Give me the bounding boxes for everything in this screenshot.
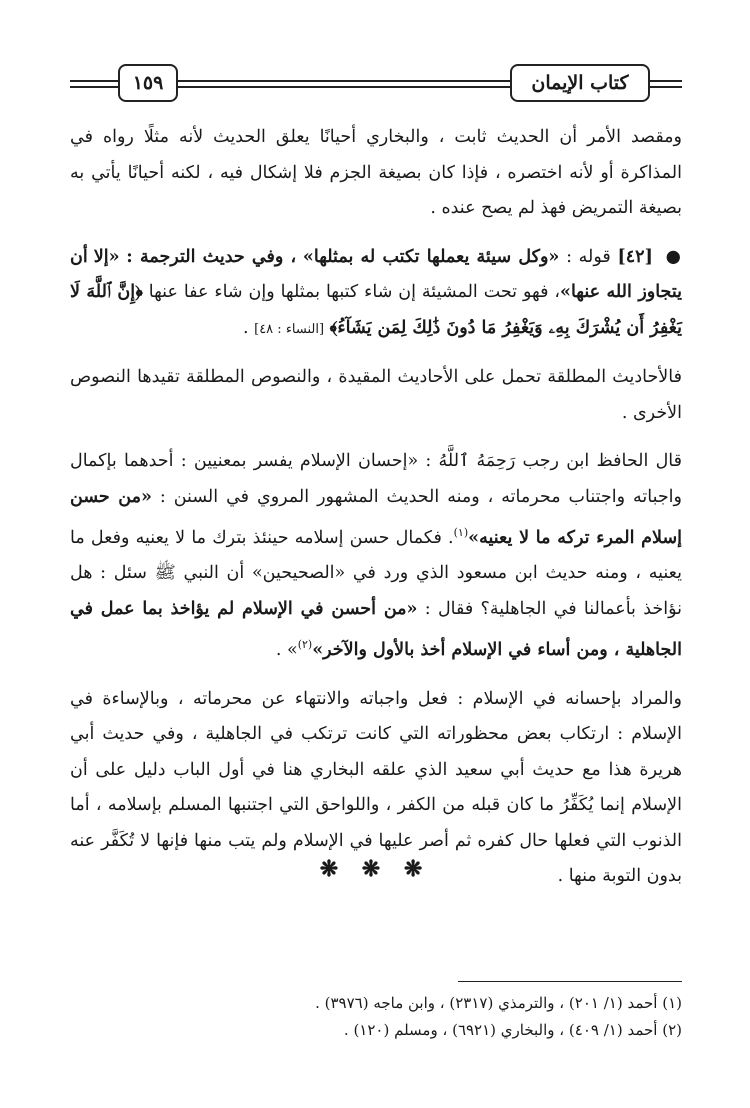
hadith-number: [٤٢] xyxy=(617,246,653,267)
section-divider-ornament: ❋ ❋ ❋ xyxy=(319,856,431,882)
paragraph-2-lead: قوله : xyxy=(566,246,611,267)
book-title: كتاب الإيمان xyxy=(510,64,650,102)
paragraph-4-end: » . xyxy=(275,640,298,661)
footnotes xyxy=(70,990,682,1044)
paragraph-2 xyxy=(70,240,682,348)
paragraph-3: فالأحاديث المطلقة تحمل على الأحاديث المقيدة ، والنصوص المطلقة تقيدها النصوص الأخرى . xyxy=(70,367,682,423)
footnote-marker-2: (٢) xyxy=(297,638,313,652)
footnote-marker-1: (١) xyxy=(453,526,469,539)
paragraph-4-lead: قال الحافظ ابن رجب رَحِمَهُ ٱللَّهُ : «إحسان الإسلام يفسر بمعنيين : أحدهما بإكمال واجباته واجتناب محرماته ، ومنه الحديث المشهور المروي في السنن : xyxy=(70,451,682,507)
paragraph-2-end: . xyxy=(242,317,249,338)
footnote-2: (٢) أحمد (١/ ٤٠٩) ، والبخاري (٦٩٢١) ، ومسلم (١٢٠) . xyxy=(343,1021,682,1039)
verse-reference: [النساء : ٤٨] xyxy=(254,321,325,337)
hadith-quote-4: «من أحسن في الإسلام لم يؤاخذ بما عمل في الجاهلية ، ومن أساء في الإسلام أخذ بالأول والآخر» xyxy=(70,598,682,661)
footnote-rule xyxy=(458,981,682,982)
paragraph-2-mid: ، وفي حديث الترجمة : xyxy=(126,246,297,267)
paragraph-1: ومقصد الأمر أن الحديث ثابت ، والبخاري أحيانًا يعلق الحديث لأنه مثلًا رواه في المذاكرة أو لأنه اختصره ، فإذا كان بصيغة الجزم فلا إشكال فيه ، لكنه أحيانًا يأتي به بصيغة التمريض فهذ لم يصح عنده . xyxy=(70,127,682,218)
paragraph-4 xyxy=(70,444,682,669)
paragraph-2-cont: ، فهو تحت المشيئة إن شاء كتبها بمثلها وإن شاء عفا عنها xyxy=(148,282,560,302)
hadith-quote-2: «إلا أن يتجاوز الله عنها» xyxy=(70,246,682,302)
footnote-1: (١) أحمد (١/ ٢٠١) ، والترمذي (٢٣١٧) ، وابن ماجه (٣٩٧٦) . xyxy=(315,994,682,1012)
hadith-quote-1: «وكل سيئة يعملها تكتب له بمثلها» xyxy=(302,246,560,267)
quran-verse: ﴿إِنَّ ٱللَّهَ لَا يَغْفِرُ أَن يُشْرَكَ بِهِۦ وَيَغْفِرُ مَا دُونَ ذَٰلِكَ لِمَن يَشَآءُ﴾ xyxy=(70,282,682,338)
paragraph-4-mid: . فكمال حسن إسلامه حينئذ بترك ما لا يعنيه وفعل ما يعنيه ، ومنه حديث ابن مسعود الذي ورد في «الصحيحين» أن النبي ﷺ سئل : هل نؤاخذ بأعمالنا في الجاهلية؟ فقال : xyxy=(70,527,682,619)
bullet-icon: ● xyxy=(665,246,682,267)
page-number: ١٥٩ xyxy=(118,64,178,102)
page-body xyxy=(70,120,682,908)
hadith-quote-3: «من حسن إسلام المرء تركه ما لا يعنيه» xyxy=(70,486,682,548)
paragraph-5: والمراد بإحسانه في الإسلام : فعل واجباته والانتهاء عن محرماته ، وبالإساءة في الإسلام : ارتكاب بعض محظوراته التي كانت ترتكب في الجاهلية ، وفي حديث أبي هريرة هذا مع حديث أبي سعيد الذي علقه البخاري هنا في أول الباب دليل على أن الإسلام إنما يُكَفِّرُ ما كان قبله من الكفر ، واللواحق التي اجتنبها المسلم بإسلامه ، أما الذنوب التي فعلها حال كفره ثم أصر عليها في الإسلام ولم يتب منها فإنها لا تُكَفَّر عنه بدون التوبة منها . xyxy=(70,688,682,887)
